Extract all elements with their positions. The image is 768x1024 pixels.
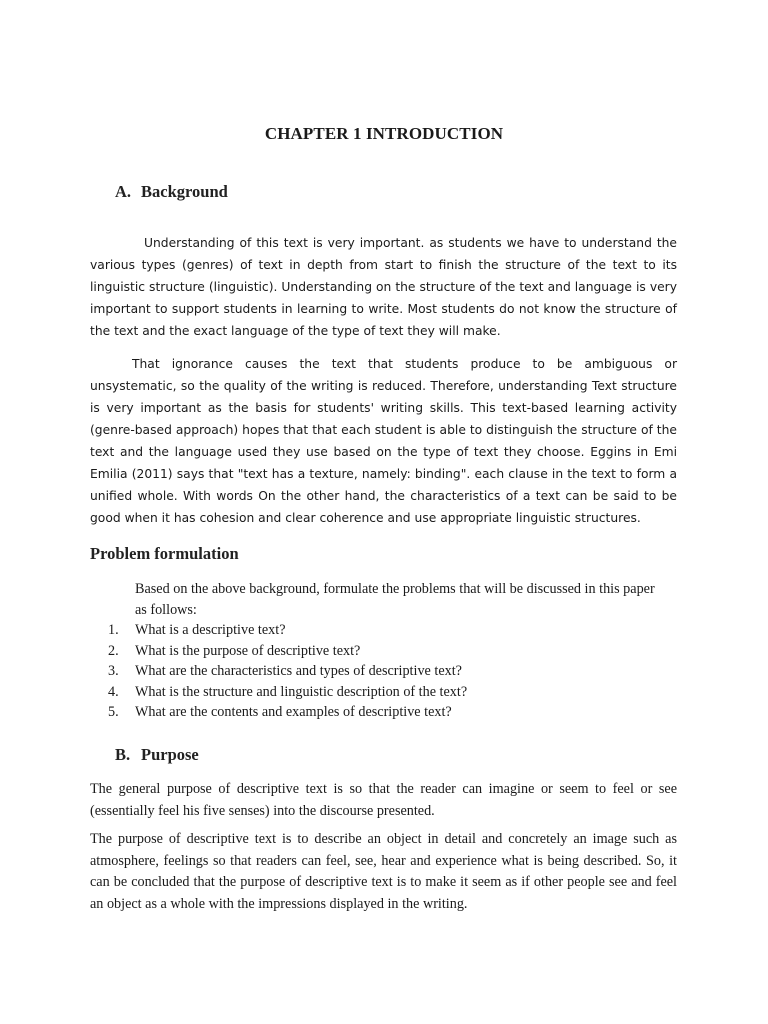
list-item: 3. What are the characteristics and types of descriptive text? [108,663,462,679]
problem-formulation-intro: Based on the above background, formulate the problems that will be discussed in this paper as follows: [135,581,655,618]
section-b-marker: B. [115,745,131,764]
section-a-title: Background [141,182,228,201]
section-a-marker: A. [115,182,132,201]
list-item: 4. What is the structure and linguistic description of the text? [108,683,468,700]
purpose-paragraph-1: The general purpose of descriptive text is so that the reader can imagine or seem to feel or see (essentially feel his five senses) into the discourse presented. [90,781,677,819]
section-b-heading [115,745,199,765]
problem-question-list [108,620,668,723]
section-a-heading [115,182,228,202]
section-b-title: Purpose [141,745,199,764]
list-item: 1. What is a descriptive text? [108,622,286,638]
background-paragraph-2: That ignorance causes the text that students produce to be ambiguous or unsystematic, so the quality of the writing is reduced. Therefore, understanding Text structure is very important as the basis for students' writing skills. This text-based learning activity (genre-based approach) hopes that that each student is able to distinguish the structure of the text and the language used they use based on the type of text they choose. Eggins in Emi Emilia (2011) says that "text has a texture, namely: binding". each clause in the text to form a unified whole. With words On the other hand, the characteristics of a text can be said to be good when it has cohesion and clear coherence and use appropriate linguistic structures. [90,357,677,525]
problem-formulation-heading: Problem formulation [90,544,239,563]
purpose-paragraph-2: The purpose of descriptive text is to describe an object in detail and concretely an image such as atmosphere, feelings so that readers can feel, see, hear and experience what is being described. So, it can be concluded that the purpose of descriptive text is to make it seem as if other people see and feel an object as a whole with the impressions displayed in the writing. [90,831,677,912]
list-item: 5. What are the contents and examples of descriptive text? [108,704,452,720]
chapter-title: CHAPTER 1 INTRODUCTION [264,124,504,143]
background-paragraph-1: Understanding of this text is very important. as students we have to understand the various types (genres) of text in depth from start to finish the structure of the text to its linguistic structure (linguistic). Understanding on the structure of the text and language is very important to support students in learning to write. Most students do not know the structure of the text and the exact language of the type of text they will make. [90,236,677,338]
list-item: 2. What is the purpose of descriptive text? [108,642,361,659]
